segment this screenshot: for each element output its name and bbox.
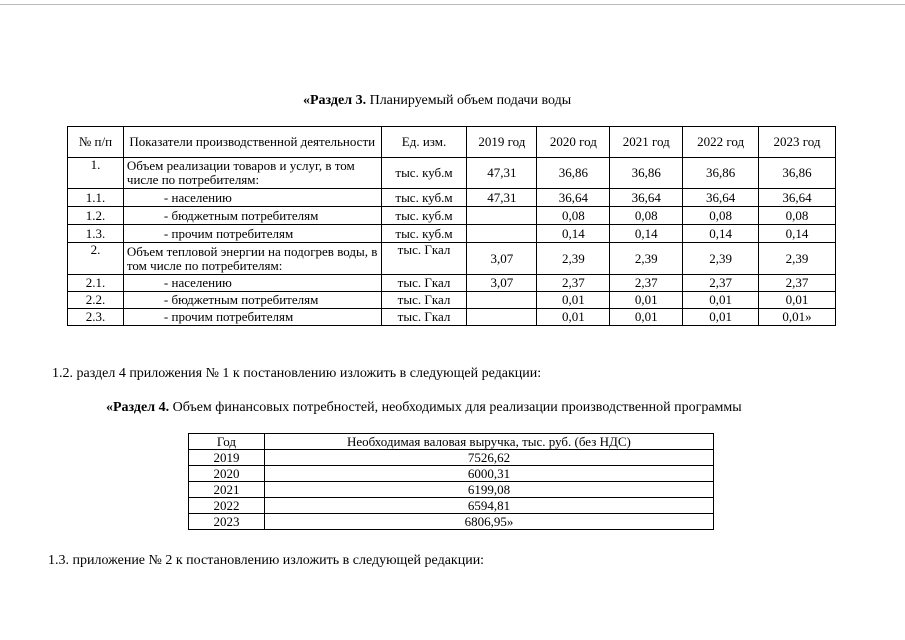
table-row xyxy=(68,275,836,292)
year-cell: 2023 xyxy=(189,514,265,530)
row-name: - прочим потребителям xyxy=(123,225,381,243)
value-2019 xyxy=(467,207,537,225)
table-row xyxy=(189,514,714,530)
row-unit: тыс. Гкал xyxy=(381,309,467,326)
value-2020: 0,14 xyxy=(537,225,610,243)
value-2022: 36,86 xyxy=(683,158,759,189)
year-cell: 2019 xyxy=(189,450,265,466)
row-num: 2.1. xyxy=(68,275,124,292)
table-row xyxy=(68,189,836,207)
water-supply-table xyxy=(67,126,836,326)
section3-title: Планируемый объем подачи воды xyxy=(369,93,572,108)
value-2023: 0,08 xyxy=(759,207,836,225)
value-2020: 2,39 xyxy=(537,243,610,275)
value-2020: 0,01 xyxy=(537,292,610,309)
scan-top-line xyxy=(0,4,905,5)
value-2021: 0,01 xyxy=(610,292,683,309)
row-name: - населению xyxy=(123,275,381,292)
value-2020: 2,37 xyxy=(537,275,610,292)
value-2023: 2,37 xyxy=(759,275,836,292)
col-header-year: Год xyxy=(189,434,265,450)
value-2019 xyxy=(467,309,537,326)
row-unit: тыс. куб.м xyxy=(381,207,467,225)
value-2019: 47,31 xyxy=(467,189,537,207)
row-name: - бюджетным потребителям xyxy=(123,207,381,225)
row-unit: тыс. куб.м xyxy=(381,225,467,243)
col-header-2022: 2022 год xyxy=(683,127,759,158)
value-2022: 2,39 xyxy=(683,243,759,275)
col-header-2019: 2019 год xyxy=(467,127,537,158)
value-2021: 36,86 xyxy=(610,158,683,189)
table-row xyxy=(68,207,836,225)
value-2019: 3,07 xyxy=(467,243,537,275)
paragraph-1-3: 1.3. приложение № 2 к постановлению изложить в следующей редакции: xyxy=(48,553,485,568)
col-header-indicator: Показатели производственной деятельности xyxy=(123,127,381,158)
value-2022: 0,01 xyxy=(683,309,759,326)
revenue-cell: 6806,95» xyxy=(264,514,713,530)
year-cell: 2020 xyxy=(189,466,265,482)
value-2019: 47,31 xyxy=(467,158,537,189)
revenue-cell: 7526,62 xyxy=(264,450,713,466)
row-name: - прочим потребителям xyxy=(123,309,381,326)
row-num: 1.3. xyxy=(68,225,124,243)
col-header-2023: 2023 год xyxy=(759,127,836,158)
row-name: - бюджетным потребителям xyxy=(123,292,381,309)
revenue-cell: 6199,08 xyxy=(264,482,713,498)
value-2022: 0,01 xyxy=(683,292,759,309)
row-num: 2.3. xyxy=(68,309,124,326)
value-2021: 0,01 xyxy=(610,309,683,326)
paragraph-1-2: 1.2. раздел 4 приложения № 1 к постановлению изложить в следующей редакции: xyxy=(52,366,542,381)
value-2021: 2,37 xyxy=(610,275,683,292)
value-2023: 0,14 xyxy=(759,225,836,243)
value-2019 xyxy=(467,225,537,243)
year-cell: 2022 xyxy=(189,498,265,514)
row-num: 2.2. xyxy=(68,292,124,309)
value-2023: 2,39 xyxy=(759,243,836,275)
table-row xyxy=(189,482,714,498)
section4-heading xyxy=(106,400,742,416)
revenue-cell: 6594,81 xyxy=(264,498,713,514)
table-header-row xyxy=(189,434,714,450)
row-num: 2. xyxy=(68,243,124,275)
value-2021: 2,39 xyxy=(610,243,683,275)
value-2022: 2,37 xyxy=(683,275,759,292)
value-2019 xyxy=(467,292,537,309)
row-num: 1.2. xyxy=(68,207,124,225)
value-2019: 3,07 xyxy=(467,275,537,292)
section3-prefix: «Раздел 3. xyxy=(303,93,367,108)
value-2023: 36,86 xyxy=(759,158,836,189)
table-row xyxy=(68,243,836,275)
section3-heading xyxy=(303,93,571,109)
row-unit: тыс. Гкал xyxy=(381,275,467,292)
table-row xyxy=(68,309,836,326)
value-2021: 0,08 xyxy=(610,207,683,225)
col-header-2021: 2021 год xyxy=(610,127,683,158)
col-header-num: № п/п xyxy=(68,127,124,158)
row-unit: тыс. куб.м xyxy=(381,158,467,189)
value-2022: 36,64 xyxy=(683,189,759,207)
table-row xyxy=(68,292,836,309)
section4-title: Объем финансовых потребностей, необходимых для реализации производственной программы xyxy=(172,400,742,415)
value-2021: 0,14 xyxy=(610,225,683,243)
value-2021: 36,64 xyxy=(610,189,683,207)
value-2022: 0,14 xyxy=(683,225,759,243)
row-unit: тыс. Гкал xyxy=(381,243,467,275)
section4-prefix: «Раздел 4. xyxy=(106,400,170,415)
row-name: Объем тепловой энергии на подогрев воды, в том числе по потребителям: xyxy=(123,243,381,275)
table-row xyxy=(189,498,714,514)
table-header-row xyxy=(68,127,836,158)
financial-needs-table xyxy=(188,433,714,530)
row-num: 1. xyxy=(68,158,124,189)
value-2020: 0,01 xyxy=(537,309,610,326)
value-2020: 0,08 xyxy=(537,207,610,225)
revenue-cell: 6000,31 xyxy=(264,466,713,482)
value-2023: 0,01 xyxy=(759,292,836,309)
year-cell: 2021 xyxy=(189,482,265,498)
value-2022: 0,08 xyxy=(683,207,759,225)
row-unit: тыс. куб.м xyxy=(381,189,467,207)
table-row xyxy=(68,225,836,243)
value-2020: 36,64 xyxy=(537,189,610,207)
value-2023: 0,01» xyxy=(759,309,836,326)
table-row xyxy=(189,466,714,482)
col-header-unit: Ед. изм. xyxy=(381,127,467,158)
row-name: Объем реализации товаров и услуг, в том числе по потребителям: xyxy=(123,158,381,189)
col-header-revenue: Необходимая валовая выручка, тыс. руб. (без НДС) xyxy=(264,434,713,450)
row-num: 1.1. xyxy=(68,189,124,207)
value-2020: 36,86 xyxy=(537,158,610,189)
table-row xyxy=(189,450,714,466)
col-header-2020: 2020 год xyxy=(537,127,610,158)
table-row xyxy=(68,158,836,189)
row-unit: тыс. Гкал xyxy=(381,292,467,309)
row-name: - населению xyxy=(123,189,381,207)
value-2023: 36,64 xyxy=(759,189,836,207)
